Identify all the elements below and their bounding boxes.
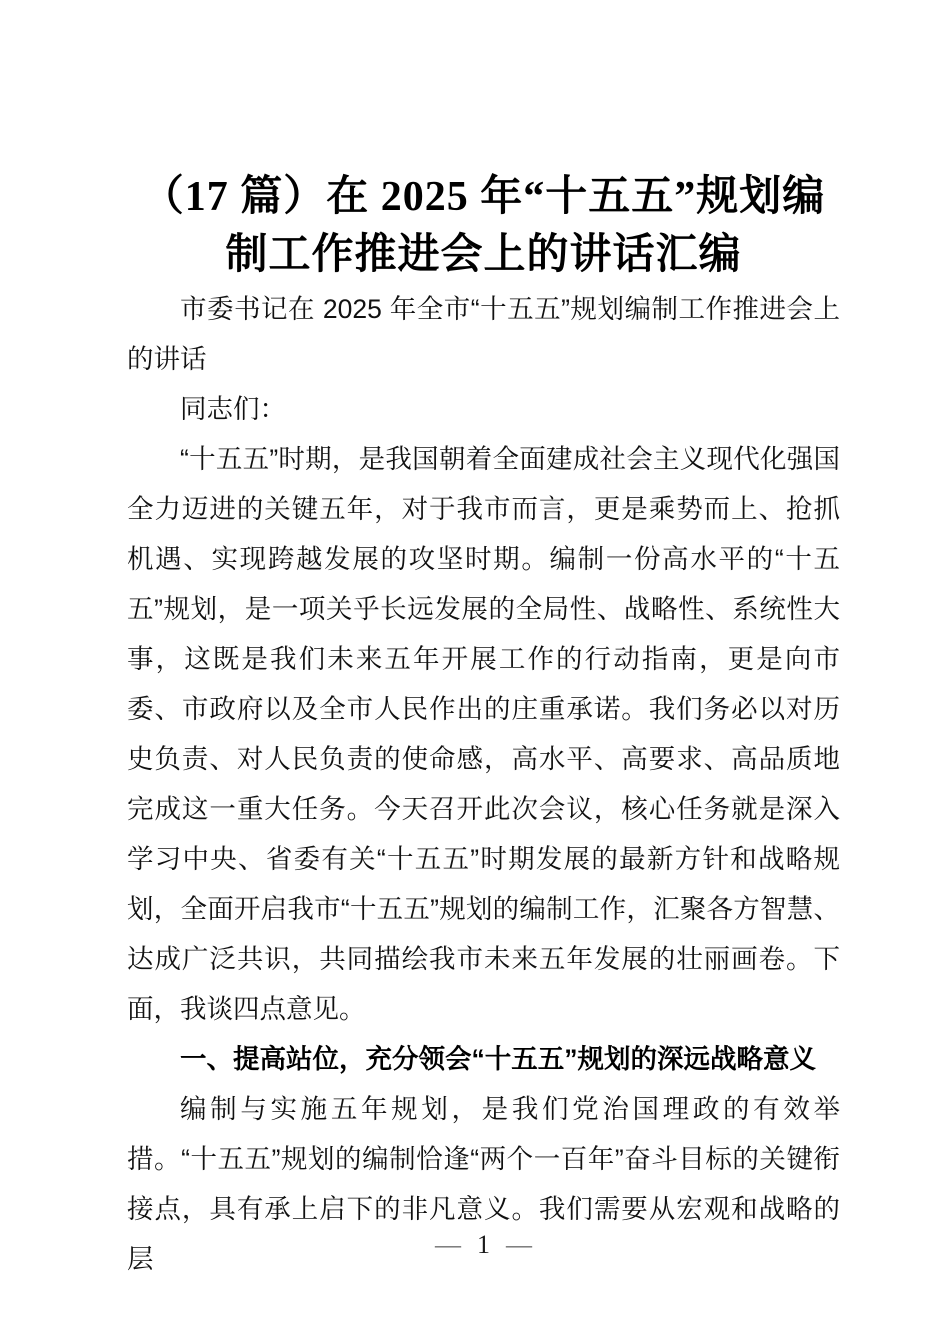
document-title: （17 篇）在 2025 年“十五五”规划编制工作推进会上的讲话汇编 bbox=[141, 174, 826, 278]
footer-right-dash: — bbox=[506, 1230, 532, 1259]
paragraph-speech-subtitle: 市委书记在 2025 年全市“十五五”规划编制工作推进会上的讲话 bbox=[127, 294, 840, 374]
paragraph-salutation: 同志们： bbox=[180, 394, 286, 424]
footer-left-dash: — bbox=[435, 1230, 461, 1259]
paragraph-section1-body: 编制与实施五年规划，是我们党治国理政的有效举措。“十五五”规划的编制恰逢“两个一百年”奋斗目标的关键衔接点，具有承上启下的非凡意义。我们需要从宏观和战略的层 bbox=[127, 1094, 840, 1274]
page-number: 1 bbox=[477, 1230, 490, 1259]
page-footer bbox=[127, 1228, 840, 1262]
paragraph-introduction: “十五五”时期，是我国朝着全面建成社会主义现代化强国全力迈进的关键五年，对于我市而言，更是乘势而上、抢抓机遇、实现跨越发展的攻坚时期。编制一份高水平的“十五五”规划，是一项关乎长远发展的全局性、战略性、系统性大事，这既是我们未来五年开展工作的行动指南，更是向市委、市政府以及全市人民作出的庄重承诺。我们务必以对历史负责、对人民负责的使命感，高水平、高要求、高品质地完成这一重大任务。今天召开此次会议，核心任务就是深入学习中央、省委有关“十五五”时期发展的最新方针和战略规划，全面开启我市“十五五”规划的编制工作，汇聚各方智慧、达成广泛共识，共同描绘我市未来五年发展的壮丽画卷。下面，我谈四点意见。 bbox=[127, 444, 840, 1024]
section-heading-1: 一、提高站位，充分领会“十五五”规划的深远战略意义 bbox=[180, 1044, 816, 1074]
